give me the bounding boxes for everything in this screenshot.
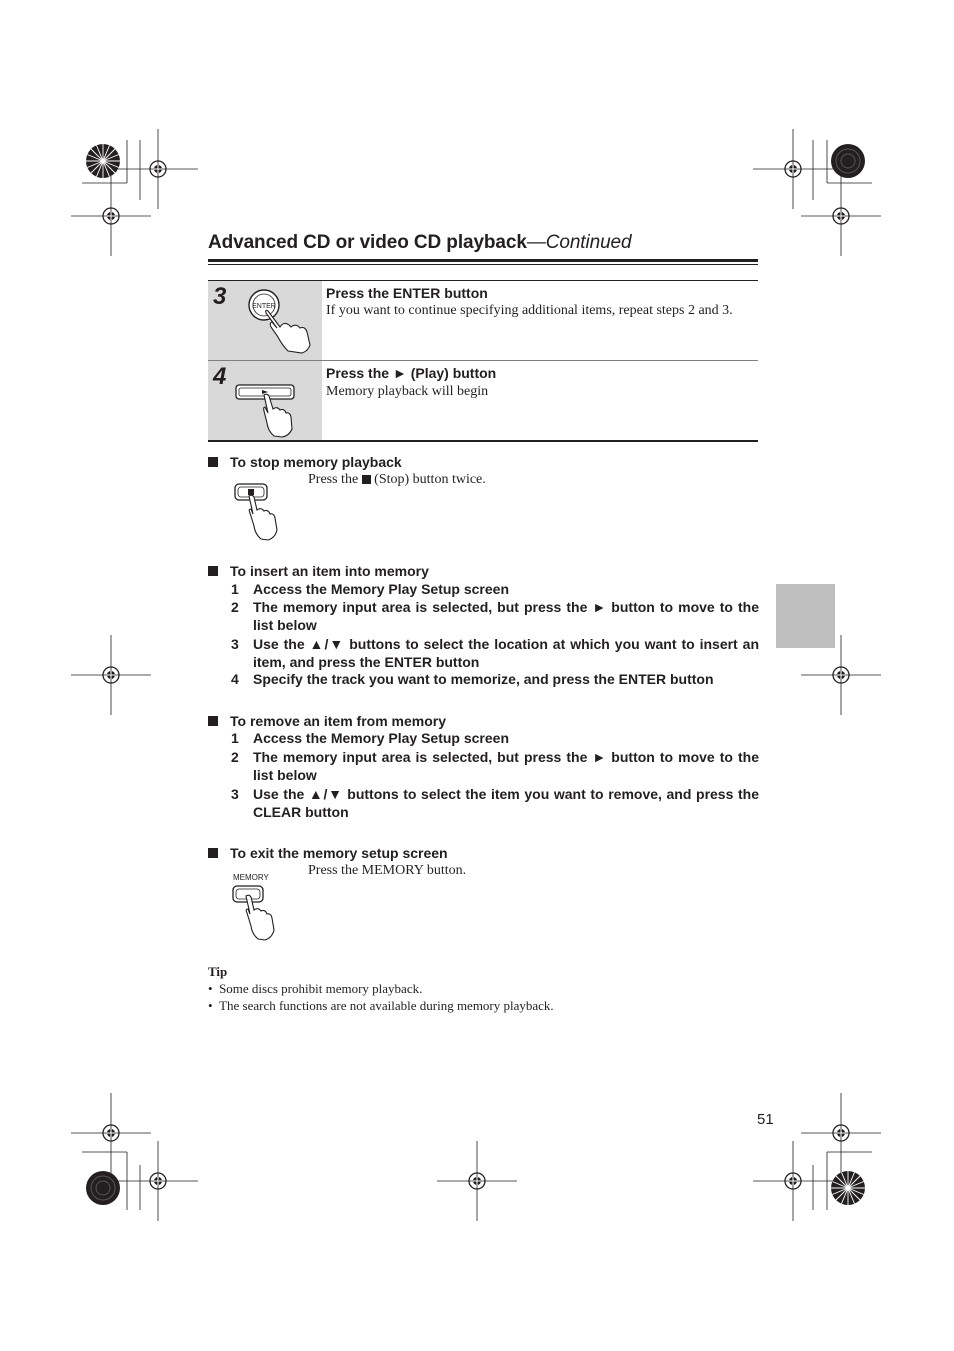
section-heading-text: To remove an item from memory: [230, 713, 447, 729]
stop-text-pre: Press the: [308, 472, 359, 487]
list-item-text: Use the ▲/▼ buttons to select the location at which you want to insert an item, and press the ENTER button: [253, 636, 759, 670]
section-heading-remove: [208, 713, 446, 729]
enter-icon-label: ENTER: [252, 303, 276, 310]
list-item-text: Access the Memory Play Setup screen: [253, 730, 510, 746]
stop-symbol-icon: [362, 475, 371, 484]
section-heading-exit: [208, 845, 448, 861]
list-item: [231, 749, 759, 785]
list-item-number: 3: [231, 636, 239, 652]
square-bullet-icon: [208, 848, 218, 858]
section-heading-stop: [208, 454, 402, 470]
section-heading-text: To exit the memory setup screen: [230, 845, 448, 861]
list-item-number: 1: [231, 581, 239, 597]
memory-icon-label: MEMORY: [233, 873, 269, 882]
title-rule-thick: [208, 259, 758, 262]
tip-item: • The search functions are not available during memory playback.: [208, 998, 554, 1013]
section-heading-text: To insert an item into memory: [230, 563, 429, 579]
step-body: If you want to continue specifying additional items, repeat steps 2 and 3.: [326, 303, 733, 318]
tip-item-text: Some discs prohibit memory playback.: [219, 981, 423, 996]
list-item-text: Access the Memory Play Setup screen: [253, 581, 510, 597]
exit-instruction: Press the MEMORY button.: [308, 863, 467, 878]
list-item-number: 1: [231, 730, 239, 746]
step-divider: [208, 440, 758, 442]
list-item: [231, 581, 759, 599]
list-item-text: Specify the track you want to memorize, and press the ENTER button: [253, 671, 714, 687]
tip-heading: Tip: [208, 964, 228, 979]
step-number: 4: [213, 363, 227, 390]
step-4: [208, 361, 758, 441]
title-suffix: —Continued: [526, 232, 632, 253]
square-bullet-icon: [208, 457, 218, 467]
page-number: 51: [757, 1111, 774, 1128]
side-tab: [776, 584, 835, 648]
list-item: [231, 636, 759, 672]
stop-instruction: [308, 472, 486, 488]
tip-item-text: The search functions are not available during memory playback.: [219, 998, 554, 1013]
play-symbol: ►: [392, 365, 407, 381]
square-bullet-icon: [208, 716, 218, 726]
tip-item: • Some discs prohibit memory playback.: [208, 981, 423, 996]
step-number: 3: [213, 283, 227, 310]
list-item: [231, 671, 759, 689]
page-title: [208, 232, 631, 254]
step-heading-post: (Play) button: [410, 365, 497, 381]
step-heading-pre: Press the: [326, 365, 390, 381]
list-item-text: The memory input area is selected, but press the ► button to move to the list below: [253, 749, 759, 783]
memory-button-icon: [231, 884, 291, 942]
square-bullet-icon: [208, 566, 218, 576]
stop-text-post: (Stop) button twice.: [374, 472, 486, 487]
list-item-number: 2: [231, 599, 239, 615]
play-button-icon: [234, 381, 324, 439]
list-item: [231, 730, 759, 748]
list-item-text: Use the ▲/▼ buttons to select the item you want to remove, and press the CLEAR button: [253, 786, 759, 820]
section-heading-text: To stop memory playback: [230, 454, 402, 470]
list-item-number: 3: [231, 786, 239, 802]
title-text: Advanced CD or video CD playback: [208, 232, 527, 253]
list-item-text: The memory input area is selected, but press the ► button to move to the list below: [253, 599, 759, 633]
enter-button-icon: [244, 287, 324, 355]
step-heading: [326, 365, 496, 381]
list-item: [231, 599, 759, 635]
list-item-number: 2: [231, 749, 239, 765]
title-rule-thin: [208, 264, 758, 265]
section-heading-insert: [208, 563, 429, 579]
step-heading: Press the ENTER button: [326, 285, 488, 301]
list-item: [231, 786, 759, 822]
stop-button-icon: [233, 482, 293, 544]
step-body: Memory playback will begin: [326, 384, 489, 399]
list-item-number: 4: [231, 671, 239, 687]
step-3: [208, 281, 758, 361]
